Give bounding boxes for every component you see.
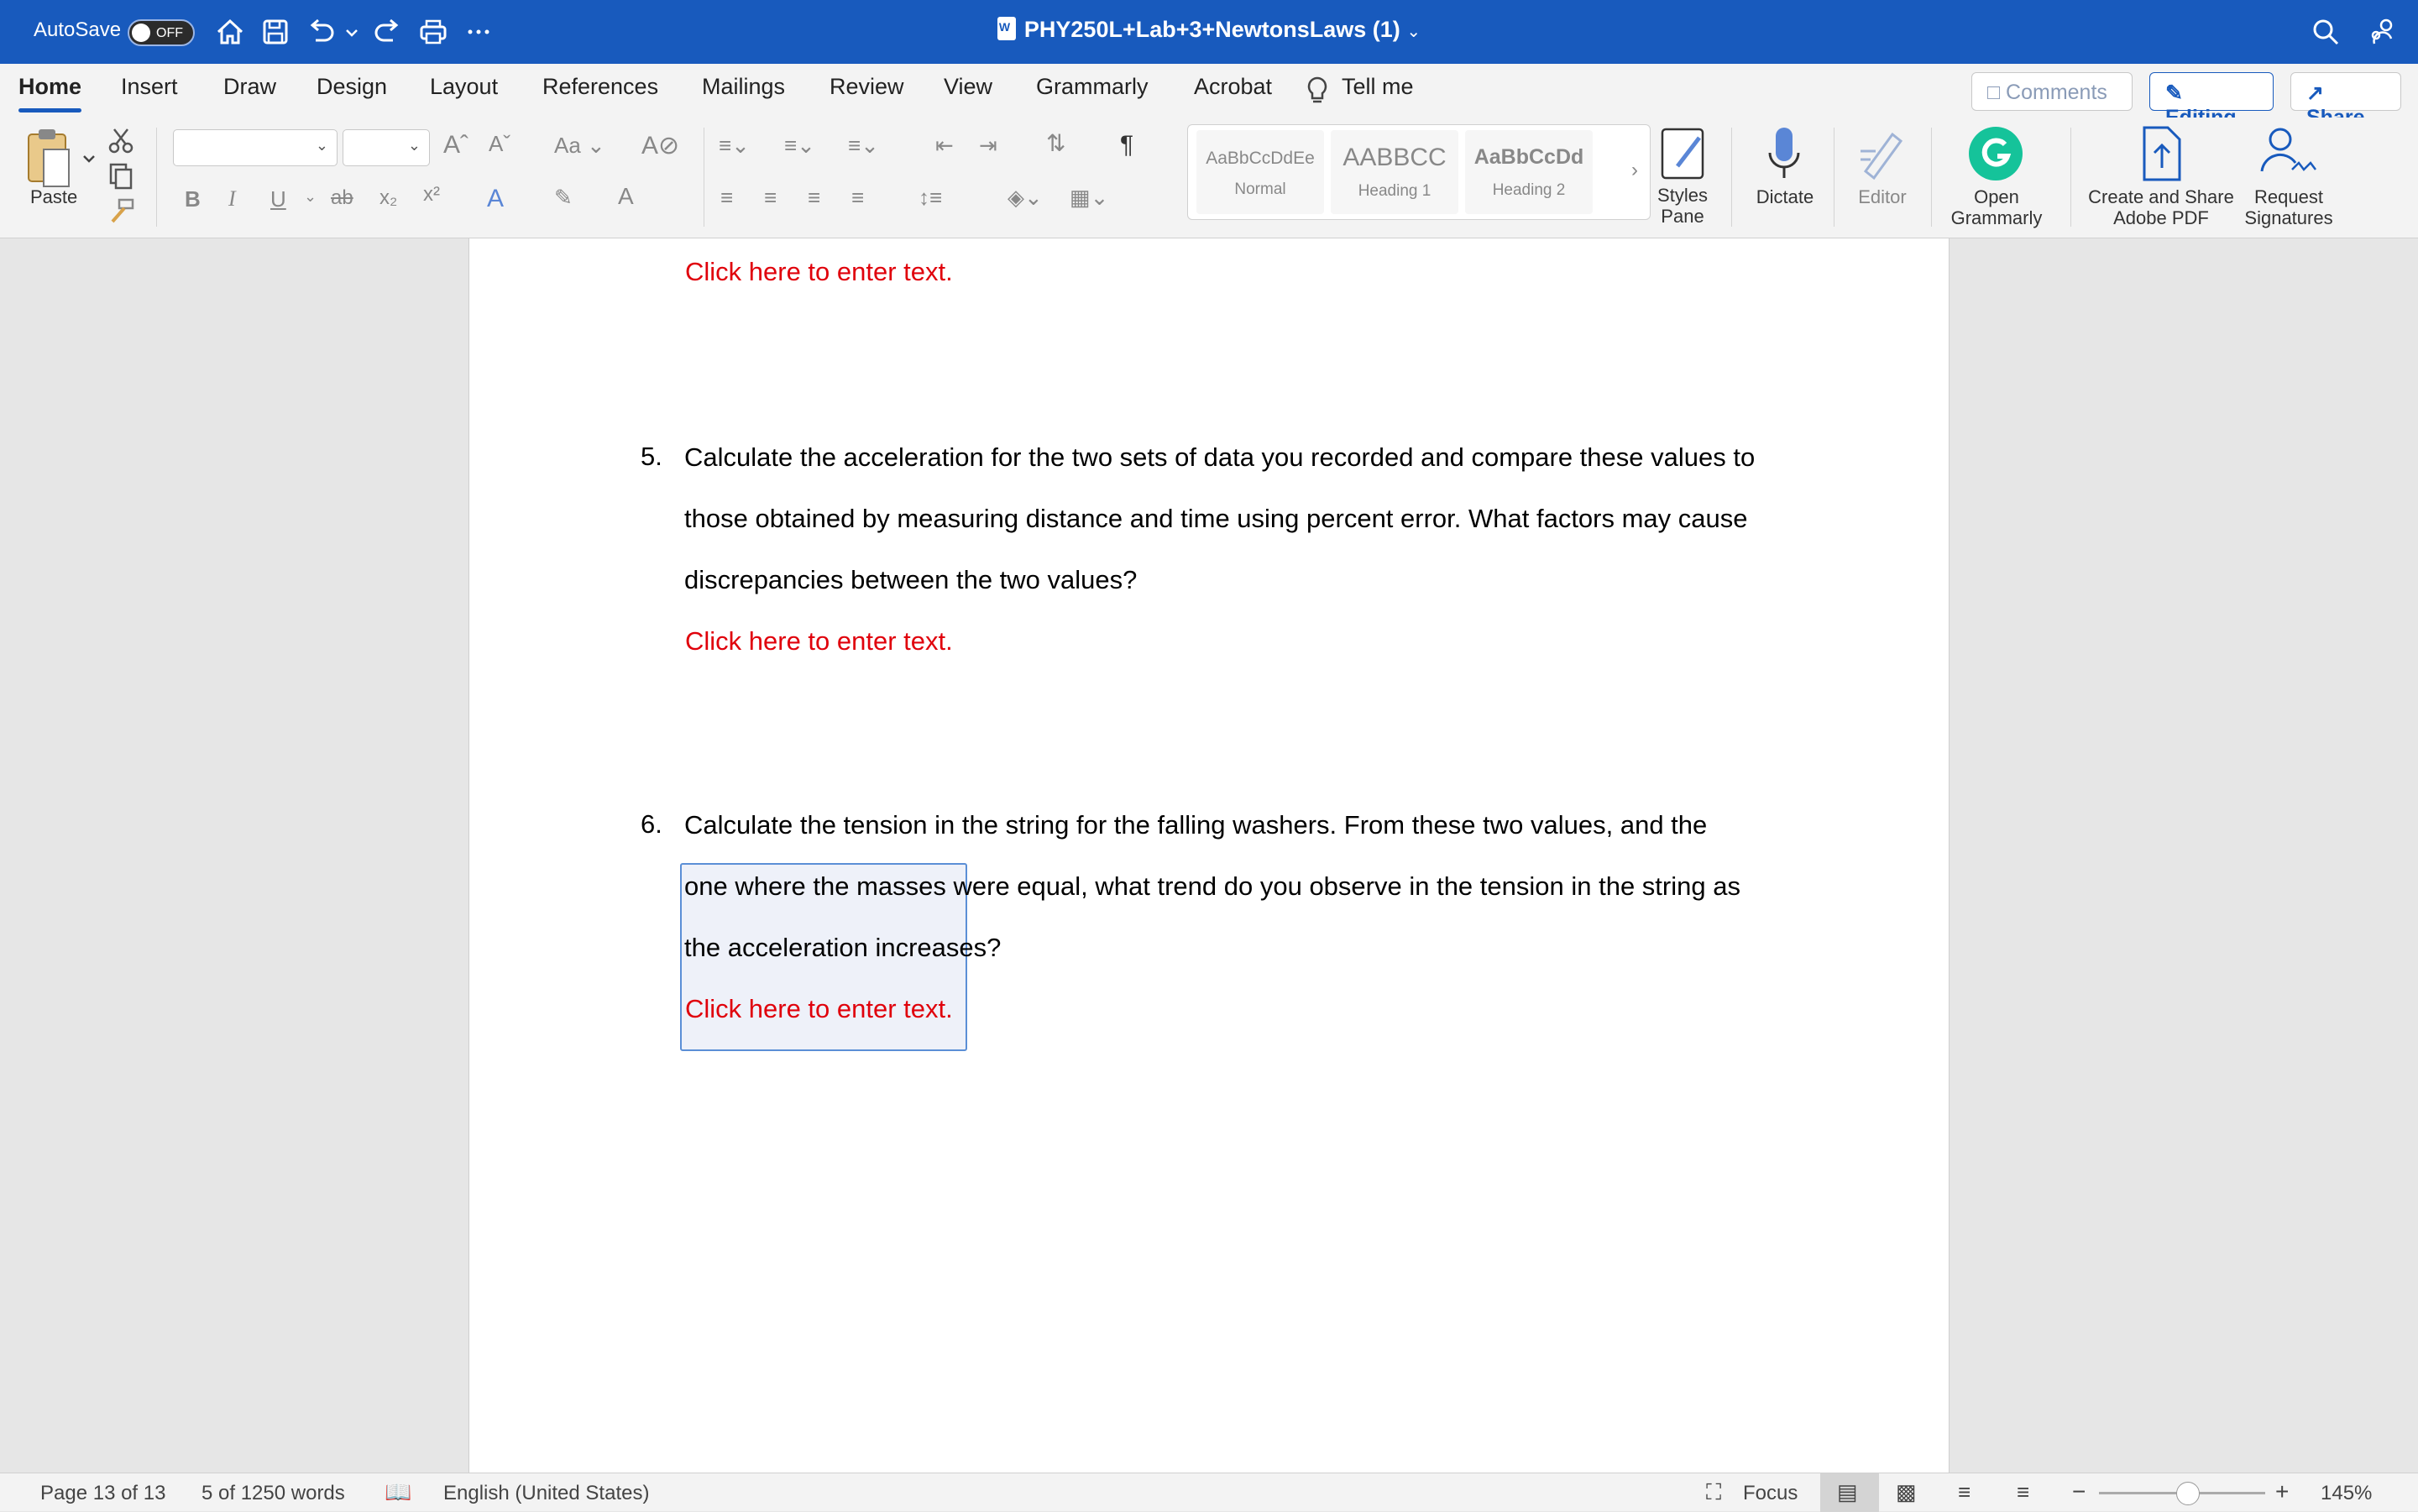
focus-icon[interactable]: ⛶: [1706, 1479, 1722, 1504]
search-icon[interactable]: [2307, 13, 2344, 50]
focus-label[interactable]: Focus: [1743, 1482, 1798, 1504]
share-button[interactable]: [2290, 72, 2401, 111]
create-share-pdf-label: Create and Share Adobe PDF: [2088, 186, 2234, 228]
question-6-line-2: one where the masses were equal, what trend do you observe in the tension in the string as: [684, 871, 1740, 901]
comments-button[interactable]: [1971, 72, 2133, 111]
language[interactable]: English (United States): [443, 1482, 650, 1504]
bold-icon[interactable]: B: [185, 186, 201, 212]
font-name-combo[interactable]: [173, 129, 338, 166]
separator: [156, 128, 157, 227]
proofing-icon[interactable]: 📖: [385, 1479, 412, 1504]
increase-indent-icon[interactable]: ⇥: [979, 133, 997, 158]
align-center-icon[interactable]: ≡: [764, 185, 777, 210]
italic-icon[interactable]: I: [228, 186, 236, 211]
style-preview: AaBbCcDd: [1473, 145, 1584, 169]
autosave-label: AutoSave: [34, 18, 122, 41]
question-5-line-3: discrepancies between the two values?: [684, 565, 1138, 594]
align-left-icon[interactable]: ≡: [720, 185, 734, 210]
tab-design[interactable]: Design: [317, 74, 388, 99]
copy-icon[interactable]: [104, 161, 138, 191]
chevron-down-icon: ⌄: [315, 137, 328, 154]
style-normal[interactable]: [1196, 130, 1324, 214]
status-bar: [0, 1473, 2418, 1511]
tab-insert[interactable]: Insert: [121, 74, 178, 99]
page-count[interactable]: Page 13 of 13: [40, 1482, 166, 1504]
question-5-line-1: Calculate the acceleration for the two sets of data you recorded and compare these values to: [684, 442, 1756, 472]
separator: [1931, 128, 1932, 227]
grammarly-logo-icon[interactable]: [1968, 126, 2023, 181]
underline-icon[interactable]: U: [270, 186, 286, 212]
ribbon: [0, 118, 2418, 238]
question-6-line-3: the acceleration increases?: [684, 933, 1002, 962]
clear-formatting-icon[interactable]: A⊘: [641, 132, 680, 160]
open-grammarly-label: Open Grammarly: [1950, 186, 2043, 228]
request-signatures-label: Request Signatures: [2244, 186, 2333, 228]
zoom-in-icon[interactable]: +: [2275, 1478, 2290, 1504]
comments-label: Comments: [2006, 81, 2107, 104]
borders-icon[interactable]: ▦⌄: [1070, 185, 1109, 210]
question-6-line-1: Calculate the tension in the string for the falling washers. From these two values, and the: [684, 810, 1708, 840]
multilevel-list-icon[interactable]: ≡⌄: [848, 133, 879, 158]
cut-icon[interactable]: [104, 126, 138, 156]
justify-icon[interactable]: ≡: [851, 185, 865, 210]
zoom-level[interactable]: 145%: [2321, 1482, 2373, 1504]
tab-home[interactable]: Home: [18, 74, 81, 112]
create-pdf-icon[interactable]: [2136, 124, 2186, 183]
style-name: Heading 1: [1358, 182, 1431, 200]
style-name: Heading 2: [1492, 181, 1566, 199]
draft-icon[interactable]: ≡: [2017, 1479, 2030, 1504]
dictate-label: Dictate: [1756, 186, 1814, 207]
style-preview: AaBbCcDdEe: [1206, 149, 1315, 168]
decrease-indent-icon[interactable]: ⇤: [935, 133, 954, 158]
change-case-icon[interactable]: Aa ⌄: [554, 133, 605, 158]
paste-label: Paste: [30, 186, 78, 207]
title-chevron-down-icon: ⌄: [1406, 23, 1421, 41]
styles-pane-icon[interactable]: [1659, 126, 1709, 181]
document-area[interactable]: [0, 238, 2418, 1473]
tab-view[interactable]: View: [944, 74, 993, 99]
zoom-slider-thumb[interactable]: [2176, 1482, 2200, 1505]
font-size-combo[interactable]: [343, 129, 430, 166]
tab-references[interactable]: References: [542, 74, 659, 99]
tab-draw[interactable]: Draw: [223, 74, 277, 99]
editing-button[interactable]: [2149, 72, 2274, 111]
microphone-icon[interactable]: [1761, 124, 1807, 183]
paste-icon[interactable]: [25, 128, 96, 195]
styles-gallery: [1187, 124, 1651, 220]
word-doc-icon: [997, 17, 1016, 40]
tab-acrobat[interactable]: Acrobat: [1194, 74, 1273, 99]
styles-pane-label: Styles Pane: [1657, 185, 1708, 227]
editor-label: Editor: [1858, 186, 1907, 207]
numbering-icon[interactable]: ≡⌄: [784, 133, 815, 158]
separator: [2070, 128, 2071, 227]
tell-me-search[interactable]: Tell me: [1342, 74, 1414, 99]
bullets-icon[interactable]: ≡⌄: [719, 133, 750, 158]
question-5-line-2: those obtained by measuring distance and time using percent error. What factors may cause: [684, 504, 1748, 533]
pencil-icon: ✎: [2165, 81, 2183, 105]
document-title-text: PHY250L+Lab+3+NewtonsLaws (1): [1023, 17, 1400, 42]
web-layout-icon[interactable]: ▩: [1896, 1479, 1917, 1504]
answer-placeholder-q5[interactable]: Click here to enter text.: [685, 626, 953, 656]
underline-chevron-icon[interactable]: ⌄: [304, 188, 317, 205]
chevron-down-icon: ⌄: [407, 137, 421, 154]
styles-gallery-next-icon[interactable]: ›: [1631, 159, 1638, 181]
editor-pen-icon[interactable]: [1855, 126, 1909, 181]
show-formatting-marks-icon[interactable]: ¶: [1120, 131, 1134, 159]
tab-review[interactable]: Review: [830, 74, 904, 99]
strikethrough-icon[interactable]: ab: [331, 186, 353, 209]
comment-icon: □: [1987, 81, 2007, 104]
tab-layout[interactable]: Layout: [430, 74, 499, 99]
font-color-icon[interactable]: A: [618, 183, 634, 209]
style-preview: AABBCC: [1342, 144, 1447, 171]
style-heading-1[interactable]: [1331, 130, 1458, 214]
outline-icon[interactable]: ≡: [1958, 1479, 1971, 1504]
zoom-out-icon[interactable]: −: [2072, 1478, 2086, 1504]
format-painter-icon[interactable]: [104, 196, 138, 227]
separator: [1731, 128, 1732, 227]
request-signatures-icon[interactable]: [2258, 124, 2319, 183]
align-right-icon[interactable]: ≡: [808, 185, 821, 210]
tab-mailings[interactable]: Mailings: [702, 74, 786, 99]
lightbulb-icon: [1305, 74, 1330, 107]
superscript-icon[interactable]: x²: [423, 183, 440, 206]
question-5-number: 5.: [641, 442, 662, 471]
title-bar: [0, 0, 2418, 64]
line-spacing-icon[interactable]: ↕≡: [919, 185, 943, 210]
shading-icon[interactable]: ◈⌄: [1008, 185, 1043, 210]
shrink-font-icon[interactable]: Aˇ: [489, 131, 510, 156]
grow-font-icon[interactable]: Aˆ: [443, 131, 468, 159]
word-count[interactable]: 5 of 1250 words: [202, 1482, 345, 1504]
tab-grammarly[interactable]: Grammarly: [1036, 74, 1149, 99]
style-heading-2[interactable]: [1465, 130, 1593, 214]
question-6-number: 6.: [641, 809, 662, 839]
sort-icon[interactable]: ⇅: [1046, 130, 1066, 156]
text-effects-icon[interactable]: A: [487, 185, 505, 212]
document-title[interactable]: [0, 17, 2418, 43]
menu-bar: [0, 64, 2418, 118]
highlight-icon[interactable]: ✎: [554, 185, 573, 210]
subscript-icon[interactable]: x₂: [379, 186, 398, 209]
account-settings-icon[interactable]: [2364, 13, 2401, 50]
print-layout-icon: ▤: [1837, 1479, 1858, 1504]
share-icon: ↗: [2306, 81, 2324, 105]
style-name: Normal: [1234, 180, 1286, 198]
autosave-state: OFF: [156, 26, 183, 40]
answer-placeholder-q4[interactable]: Click here to enter text.: [685, 257, 953, 286]
answer-placeholder-q6[interactable]: Click here to enter text.: [685, 994, 953, 1023]
